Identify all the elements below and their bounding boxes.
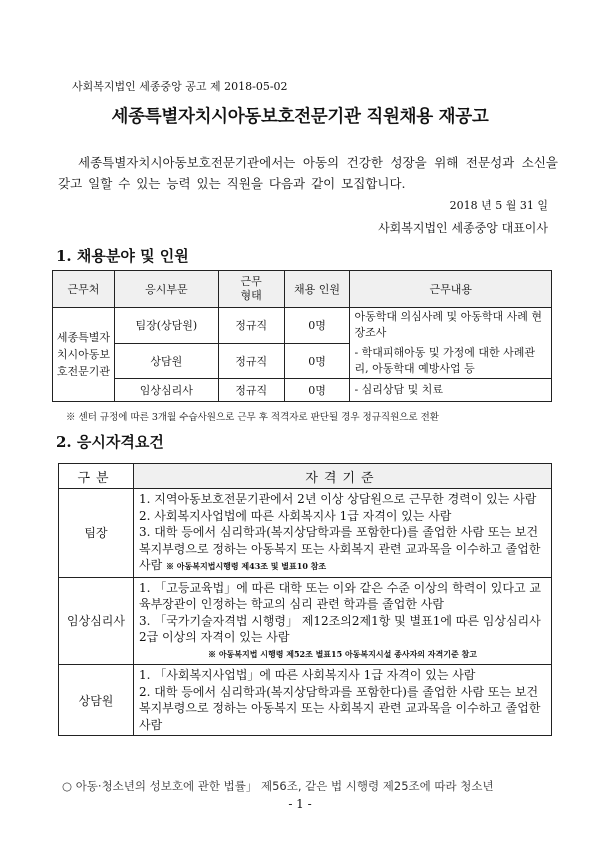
- table-row: [53, 379, 552, 402]
- positions-table: [52, 270, 552, 402]
- col-workplace: 근무처: [53, 271, 115, 308]
- type-cell: 정규직: [218, 343, 284, 379]
- criteria-line: 3. 「국가기술자격법 시행령」 제12조의2제1항 및 별표1에 따른 임상심리사 2급 이상의 자격이 있는 사람: [139, 613, 541, 644]
- category-cell: 임상심리사: [59, 577, 134, 665]
- count-cell: 0명: [284, 308, 350, 344]
- table-row: [53, 308, 552, 344]
- page-number: - 1 -: [288, 797, 312, 811]
- count-cell: 0명: [284, 343, 350, 379]
- criteria-cell: [134, 665, 552, 736]
- section-1-title: 1. 채용분야 및 인원: [56, 247, 189, 265]
- workplace-cell: [53, 308, 115, 402]
- col-criteria: 자격기준: [134, 464, 552, 489]
- positions-table-header: [53, 271, 552, 308]
- position-cell: 임상심리사: [114, 379, 218, 402]
- col-count: 채용 인원: [284, 271, 350, 308]
- notice-reference: 사회복지법인 세종중앙 공고 제 2018-05-02: [72, 80, 288, 93]
- criteria-line: 2. 사회복지사업법에 따른 사회복지사 1급 자격이 있는 사람: [139, 508, 452, 523]
- criteria-note: ※ 아동복지법시행령 제43조 및 별표10 참조: [166, 561, 327, 571]
- category-cell: 상담원: [59, 665, 134, 736]
- criteria-cell: [134, 577, 552, 665]
- intro-paragraph: [58, 152, 558, 194]
- criteria-line: 1. 「사회복지사업법」에 따른 사회복지사 1급 자격이 있는 사람: [139, 668, 476, 682]
- intro-text: 세종특별자치시아동보호전문기관에서는 아동의 건강한 성장을 위해 전문성과 소신을 갖고 일할 수 있는 능력 있는 직원을 다음과 같이 모집합니다.: [58, 155, 558, 191]
- notice-signer: 사회복지법인 세종중앙 대표이사: [378, 221, 548, 235]
- duty-line: - 학대피해아동 및 가정에 대한 사례관리, 아동학대 예방사업 등: [354, 346, 536, 375]
- count-cell: 0명: [284, 379, 350, 402]
- criteria-line: 1. 「고등교육법」에 따른 대학 또는 이와 같은 수준 이상의 학력이 있다고 교육부장관이 인정하는 학교의 심리 관련 학과를 졸업한 사람: [139, 580, 541, 611]
- criteria-line: 1. 지역아동보호전문기관에서 2년 이상 상담원으로 근무한 경력이 있는 사람: [139, 492, 537, 506]
- col-duty: 근무내용: [350, 271, 552, 308]
- col-category: 구분: [59, 464, 134, 489]
- criteria-line: 2. 대학 등에서 심리학과(복지상담학과를 포함한다)를 졸업한 사람 또는 보건복지부령으로 정하는 아동복지 또는 사회복지 관련 교과목을 이수하고 졸업한 사람: [139, 684, 541, 732]
- col-work-type: [218, 271, 284, 308]
- criteria-cell: [134, 489, 552, 578]
- col-position: 응시부문: [114, 271, 218, 308]
- table-row: [59, 489, 552, 578]
- type-cell: 정규직: [218, 308, 284, 344]
- duty-cell: - 심리상담 및 치료: [350, 379, 552, 402]
- section-2-title: 2. 응시자격요건: [56, 433, 164, 451]
- position-cell: 팀장(상담원): [114, 308, 218, 344]
- position-cell: 상담원: [114, 343, 218, 379]
- page-title: 세종특별자치시아동보호전문기관 직원채용 재공고: [111, 107, 489, 127]
- type-cell: 정규직: [218, 379, 284, 402]
- workplace-label: 세종특별자치시아동보호전문기관: [56, 331, 111, 378]
- table-row: [59, 665, 552, 736]
- duty-cell: [350, 308, 552, 379]
- criteria-note: ※ 아동복지법 시행령 제52조 별표15 아동복지시설 종사자의 자격기준 참고: [208, 648, 477, 659]
- criteria-line: [139, 524, 546, 575]
- probation-note: ※ 센터 규정에 따른 3개월 수습사원으로 근무 후 적격자로 판단될 경우 정규직원으로 전환: [66, 412, 439, 423]
- qualifications-header: [59, 464, 552, 489]
- criteria-text: 3. 대학 등에서 심리학과(복지상담학과를 포함한다)를 졸업한 사람 또는 보건복지부령으로 정하는 아동복지 또는 사회복지 관련 교과목을 이수하고 졸업한 사람: [139, 525, 541, 572]
- duty-line: 아동학대 의심사례 및 아동학대 사례 현장조사: [354, 310, 542, 339]
- footer-text: ○ 아동·청소년의 성보호에 관한 법률」 제56조, 같은 법 시행령 제25조에 따라 청소년: [62, 779, 494, 793]
- table-row: [59, 577, 552, 665]
- category-cell: 팀장: [59, 489, 134, 578]
- col-work-type-label: 근무형태: [240, 275, 262, 302]
- notice-date: 2018 년 5 월 31 일: [449, 199, 548, 212]
- qualifications-table: [58, 463, 552, 736]
